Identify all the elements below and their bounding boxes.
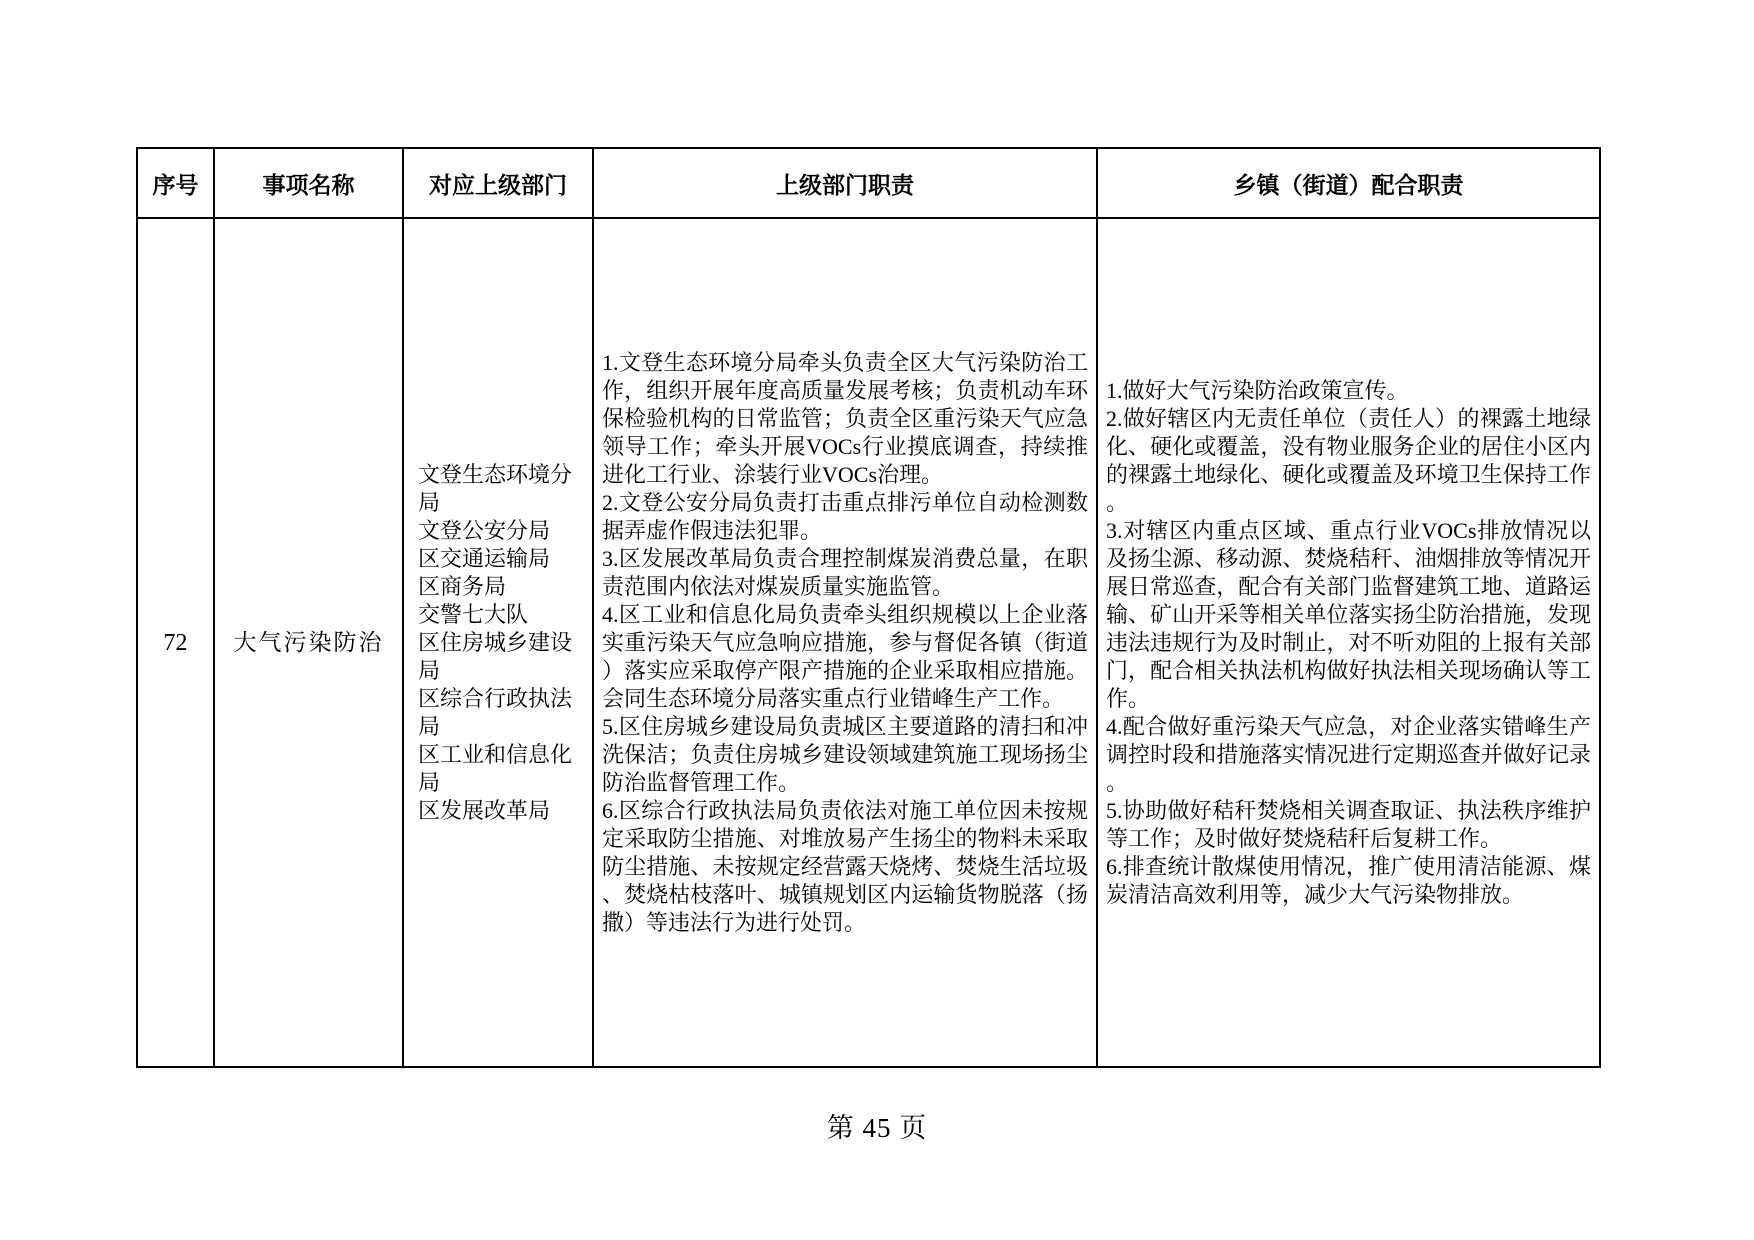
cell-departments [403,218,593,1067]
header-item-name: 事项名称 [214,148,403,218]
page-number: 第 45 页 [826,1113,928,1143]
superior-duty-item: 4.区工业和信息化局负责牵头组织规模以上企业落实重污染天气应急响应措施，参与督促各镇（街道）落实应采取停产限产措施的企业采取相应措施。会同生态环境分局落实重点行业错峰生产工作。 [602,601,1088,711]
superior-duty-item: 1.文登生态环境分局牵头负责全区大气污染防治工作，组织开展年度高质量发展考核；负责机动车环保检验机构的日常监管；负责全区重污染天气应急领导工作；牵头开展VOCs行业摸底调查，持续推进化工行业、涂装行业VOCs治理。 [602,349,1088,487]
header-superior-department: 对应上级部门 [403,148,593,218]
township-duty-item: 1.做好大气污染防治政策宣传。 [1106,377,1409,403]
department-item: 区商务局 [418,573,507,599]
cell-superior-duties [593,218,1097,1067]
department-item: 文登公安分局 [418,517,551,543]
superior-duty-item: 5.区住房城乡建设局负责城区主要道路的清扫和冲洗保洁；负责住房城乡建设领域建筑施工现场扬尘防治监督管理工作。 [602,713,1088,795]
township-duty-item: 2.做好辖区内无责任单位（责任人）的裸露土地绿化、硬化或覆盖，没有物业服务企业的居住小区内的裸露土地绿化、硬化或覆盖及环境卫生保持工作。 [1106,405,1591,515]
township-duty-item: 4.配合做好重污染天气应急，对企业落实错峰生产调控时段和措施落实情况进行定期巡查并做好记录。 [1106,713,1591,795]
header-seq: 序号 [137,148,214,218]
township-duty-item: 5.协助做好秸秆焚烧相关调查取证、执法秩序维护等工作；及时做好焚烧秸秆后复耕工作。 [1106,797,1591,851]
table-header-row [137,148,1600,218]
township-duty-item: 6.排查统计散煤使用情况，推广使用清洁能源、煤炭清洁高效利用等，减少大气污染物排放。 [1106,853,1591,907]
department-item: 区发展改革局 [418,797,551,823]
township-duty-item: 3.对辖区内重点区域、重点行业VOCs排放情况以及扬尘源、移动源、焚烧秸秆、油烟排放等情况开展日常巡查，配合有关部门监督建筑工地、道路运输、矿山开采等相关单位落实扬尘防治措施，发现违法违规行为及时制止，对不听劝阻的上报有关部门，配合相关执法机构做好执法相关现场确认等工作。 [1106,517,1591,711]
superior-duty-item: 6.区综合行政执法局负责依法对施工单位因未按规定采取防尘措施、对堆放易产生扬尘的物料未采取防尘措施、未按规定经营露天烧烤、焚烧生活垃圾、焚烧枯枝落叶、城镇规划区内运输货物脱落（扬撒）等违法行为进行处罚。 [602,797,1088,935]
superior-duty-item: 3.区发展改革局负责合理控制煤炭消费总量，在职责范围内依法对煤炭质量实施监管。 [602,545,1088,599]
department-item: 区住房城乡建设局 [418,629,573,683]
department-item: 区综合行政执法局 [418,685,573,739]
department-item: 区交通运输局 [418,545,551,571]
superior-duty-item: 2.文登公安分局负责打击重点排污单位自动检测数据弄虚作假违法犯罪。 [602,489,1088,543]
department-item: 区工业和信息化局 [418,741,573,795]
header-township-duties: 乡镇（街道）配合职责 [1097,148,1600,218]
department-item: 文登生态环境分局 [418,461,573,515]
header-superior-duties: 上级部门职责 [593,148,1097,218]
cell-seq-number: 72 [137,218,214,1067]
duty-table [136,147,1601,1068]
table-row [137,218,1600,1067]
department-item: 交警七大队 [418,601,529,627]
cell-township-duties [1097,218,1600,1067]
cell-item-name: 大气污染防治 [214,218,403,1067]
